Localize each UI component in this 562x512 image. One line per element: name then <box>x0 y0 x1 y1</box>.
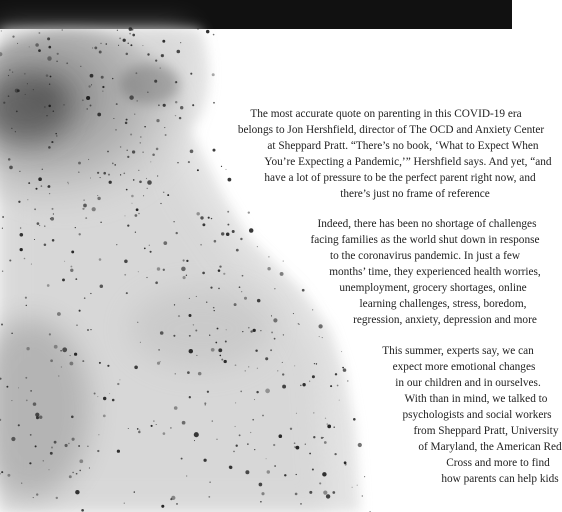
text-line: psychologists and social workers <box>402 409 552 421</box>
text-line: there’s just no frame of reference <box>340 188 490 200</box>
text-line: regression, anxiety, depression and more <box>353 314 537 326</box>
text-line: how parents can help kids <box>441 473 559 485</box>
top-black-bar <box>0 0 512 29</box>
text-line: expect more emotional changes <box>392 361 536 373</box>
text-line: facing families as the world shut down in response <box>310 234 540 246</box>
text-line: to the coronavirus pandemic. In just a few <box>329 250 521 262</box>
text-line: from Sheppard Pratt, University <box>413 425 559 437</box>
text-line: belongs to Jon Hershfield, director of The OCD and Anxiety Center <box>237 124 545 136</box>
text-line: unemployment, grocery shortages, online <box>339 282 527 294</box>
text-line: in our children and in ourselves. <box>395 377 541 389</box>
splatter-silhouette-illustration <box>0 29 512 512</box>
text-line: The most accurate quote on parenting in this COVID-19 era <box>250 108 522 120</box>
text-line: months’ time, they experienced health worries, <box>329 266 541 278</box>
text-line: You’re Expecting a Pandemic,’” Hershfield says. And yet, “and <box>264 156 552 168</box>
text-line: learning challenges, stress, boredom, <box>359 298 527 310</box>
text-line: Indeed, there has been no shortage of challenges <box>317 218 537 230</box>
text-line: of Maryland, the American Red <box>418 441 562 453</box>
text-line: Cross and more to find <box>446 457 550 469</box>
text-line: With than in mind, we talked to <box>404 393 548 405</box>
text-line: have a lot of pressure to be the perfect parent right now, and <box>264 172 536 184</box>
text-line: at Sheppard Pratt. “There’s no book, ‘What to Expect When <box>267 140 539 152</box>
text-line: This summer, experts say, we can <box>382 345 534 357</box>
